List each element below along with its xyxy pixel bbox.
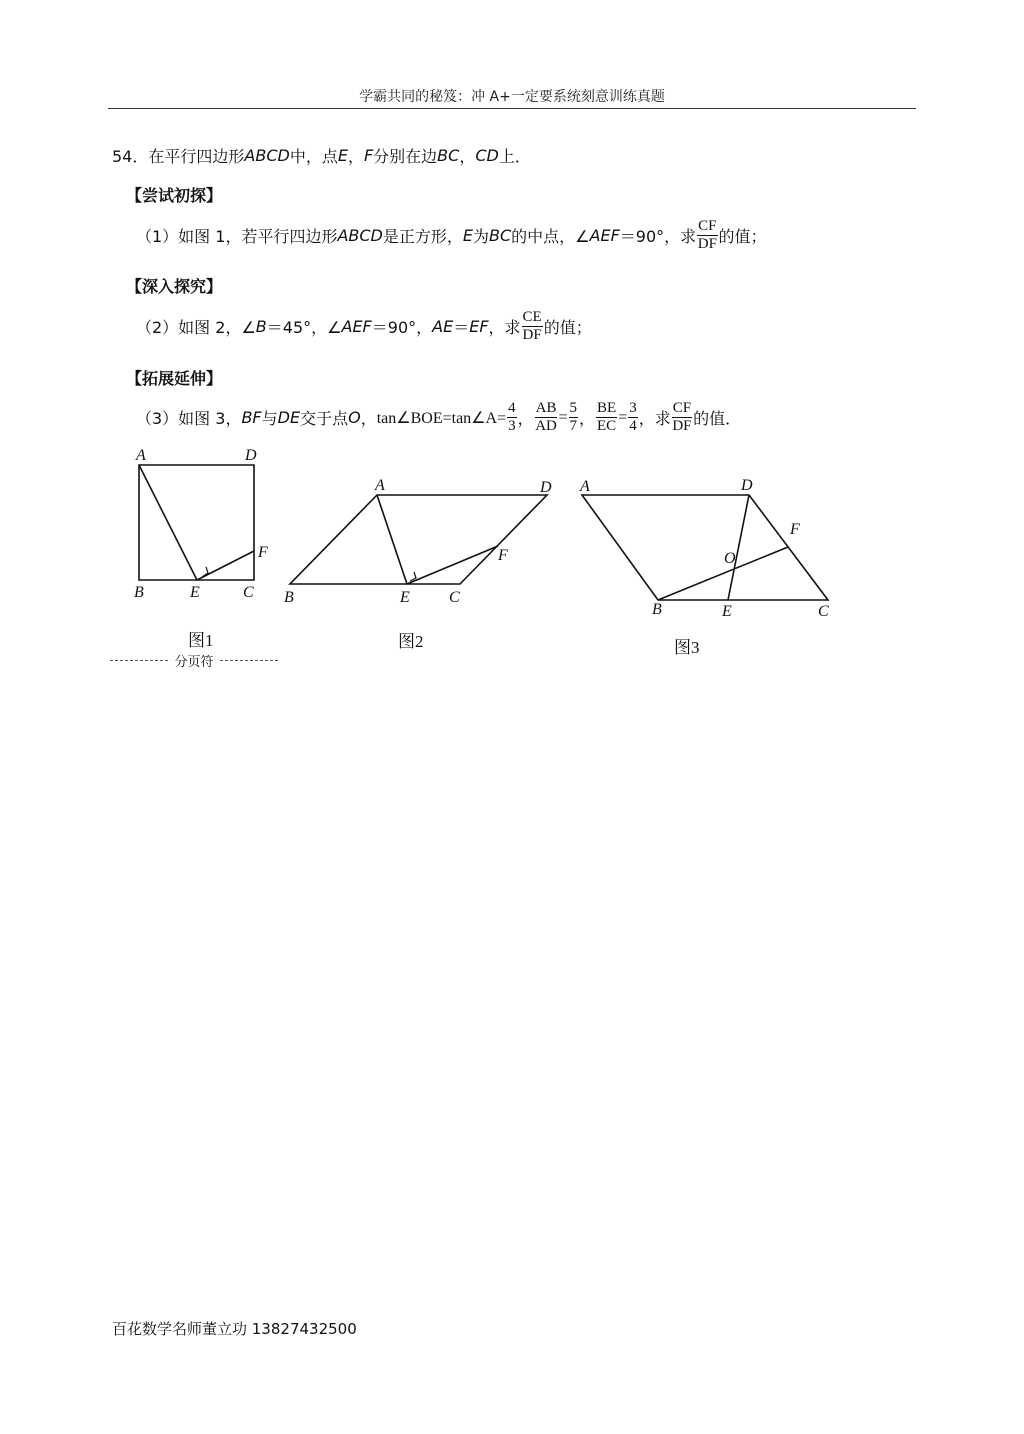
segment-de	[728, 495, 749, 600]
fraction-5-7: $\frac{5}{7}$	[569, 400, 577, 434]
segment-ef	[407, 546, 498, 584]
question-3: （3）如图 3， BF 与 DE 交于点 O ， tan∠BOE=tan∠A= $\frac{4}{3}$ ， $\frac{AB}{AD}$ = $\frac{5}{7}$ ， $\frac{BE}{EC}$ = $\frac{3}{4}$ ，求 $\frac{CF}{DF}$ 的值．	[136, 400, 742, 434]
label-f: F	[498, 547, 508, 564]
figure-1	[120, 440, 290, 610]
page-break: 分页符	[110, 660, 278, 680]
parallelogram-abcd	[582, 495, 828, 600]
parallelogram-abcd	[290, 495, 547, 584]
label-b: B	[652, 601, 662, 618]
fraction-cf-df: $\frac{CF}{DF}$	[697, 218, 717, 252]
square-abcd	[139, 465, 254, 580]
label-b: B	[284, 589, 294, 606]
label-a: A	[375, 477, 385, 494]
fraction-be-ec: $\frac{BE}{EC}$	[597, 400, 617, 434]
label-d: D	[245, 447, 257, 464]
label-f: F	[258, 544, 268, 561]
fraction-ce-df: $\frac{CE}{DF}$	[522, 309, 542, 343]
label-o: O	[724, 550, 736, 567]
fraction-cf-df-2: $\frac{CF}{DF}$	[672, 400, 692, 434]
problem-number: 54．	[112, 147, 149, 166]
label-e: E	[722, 603, 732, 620]
problem-stem: 54． 在平行四边形 ABCD 中，点 E ， F 分别在边 BC ， CD 上．	[112, 146, 531, 166]
right-angle-mark	[410, 572, 416, 581]
fraction-ab-ad: $\frac{AB}{AD}$	[535, 400, 557, 434]
label-f: F	[790, 521, 800, 538]
fraction-3-4: $\frac{3}{4}$	[629, 400, 637, 434]
fraction-4-3: $\frac{4}{3}$	[508, 400, 516, 434]
figure-3-caption: 图3	[674, 638, 700, 657]
segment-bf	[658, 547, 788, 600]
figure-1-caption: 图1	[188, 631, 214, 650]
label-d: D	[741, 477, 753, 494]
figure-2-caption: 图2	[398, 632, 424, 651]
label-b: B	[134, 584, 144, 601]
segment-ef	[197, 551, 254, 580]
section-try: 【尝试初探】	[126, 186, 223, 205]
section-deep: 【深入探究】	[126, 277, 223, 296]
label-c: C	[449, 589, 460, 606]
page-footer: 百花数学名师董立功 13827432500	[112, 1320, 357, 1338]
figure-2	[280, 472, 570, 612]
label-a: A	[136, 447, 146, 464]
section-extend: 【拓展延伸】	[126, 369, 223, 388]
label-e: E	[400, 589, 410, 606]
label-c: C	[243, 584, 254, 601]
label-c: C	[818, 603, 829, 620]
question-1: （1）如图 1，若平行四边形 ABCD 是正方形， E 为 BC 的中点，∠ AEF ＝90°，求 $\frac{CF}{DF}$ 的值；	[136, 218, 767, 252]
label-a: A	[580, 478, 590, 495]
segment-ae	[139, 465, 197, 580]
segment-ae	[377, 495, 407, 584]
figure-3	[570, 470, 840, 630]
label-d: D	[540, 479, 552, 496]
question-2: （2）如图 2，∠ B ＝45°，∠ AEF ＝90°， AE ＝ EF ，求 $\frac{CE}{DF}$ 的值；	[136, 309, 592, 343]
label-e: E	[190, 584, 200, 601]
page-header: 学霸共同的秘笈：冲 A+一定要系统刻意训练真题	[108, 86, 916, 109]
